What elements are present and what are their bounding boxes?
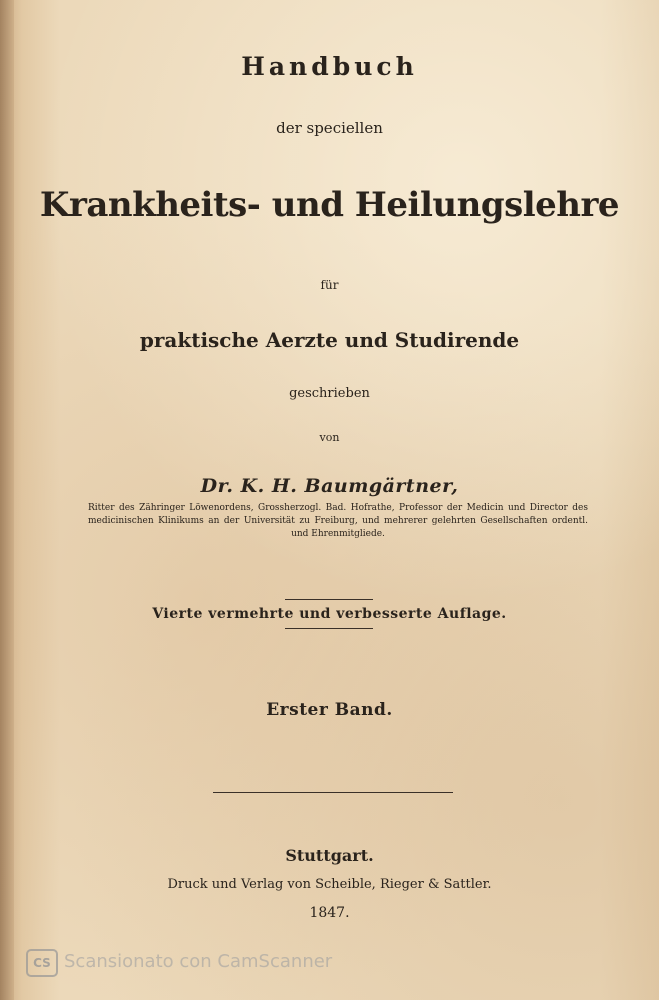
edition-line: Vierte vermehrte und verbesserte Auflage. [152, 606, 507, 622]
author-credentials: Ritter des Zähringer Löwenordens, Grossherzogl. Bad. Hofrathe, Professor der Medicin und Director des medicinischen Klinikums an der Universität zu Freiburg, und mehrerer gelehrten Gesellschaften ordentl. und Ehrenmitgliede. [88, 503, 588, 539]
for-word: für [320, 278, 339, 292]
edition-rule-top [285, 599, 373, 600]
audience-line: praktische Aerzte und Studirende [139, 328, 520, 352]
edition-rule-bottom [285, 628, 373, 629]
publisher-line: Druck und Verlag von Scheible, Rieger & Sattler. [167, 877, 492, 892]
publication-city: Stuttgart. [285, 846, 374, 865]
publication-year: 1847. [309, 905, 350, 921]
written-word: geschrieben [289, 386, 370, 401]
author-name: Dr. K. H. Baumgärtner, [200, 475, 459, 497]
camscanner-watermark: Scansionato con CamScanner [64, 951, 333, 972]
imprint-divider [213, 792, 453, 793]
subtitle-prefix: der speciellen [276, 119, 383, 137]
book-title: Handbuch [241, 52, 418, 81]
subtitle-main: Krankheits- und Heilungslehre [39, 185, 620, 225]
by-word: von [319, 431, 340, 444]
camscanner-logo-icon: CS [26, 949, 58, 977]
volume-line: Erster Band. [266, 700, 393, 720]
